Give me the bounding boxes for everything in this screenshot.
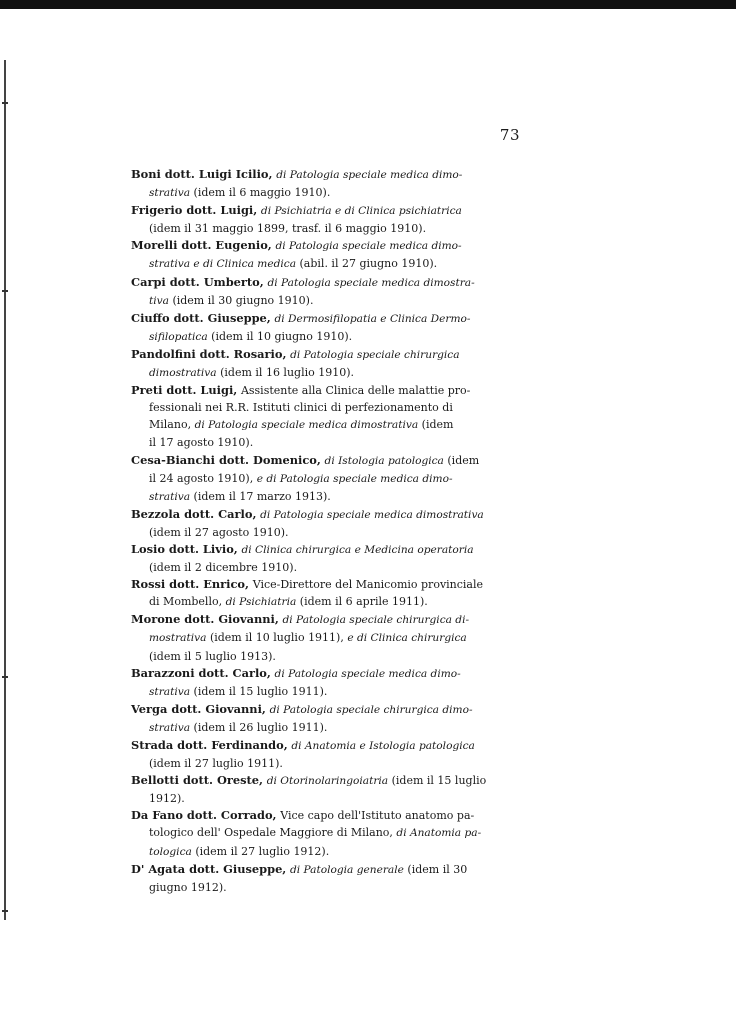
entry-first-line bbox=[131, 166, 507, 184]
detail-text: Milano, bbox=[149, 418, 195, 432]
person-name: Verga dott. Giovanni, bbox=[131, 701, 266, 716]
entry-first-line bbox=[131, 237, 507, 255]
detail-text: Vice capo dell'Istituto anatomo pa- bbox=[280, 809, 475, 823]
entry-first-line bbox=[131, 576, 507, 593]
subject-text: strativa bbox=[149, 721, 191, 734]
entry-first-line bbox=[131, 807, 507, 824]
list-item bbox=[131, 382, 507, 451]
entry-first-line bbox=[131, 611, 507, 629]
detail-text: (idem il 2 dicembre 1910). bbox=[149, 561, 298, 575]
detail-text: (idem il 6 aprile 1911). bbox=[296, 595, 428, 609]
scan-margin-tick bbox=[2, 102, 8, 104]
list-item bbox=[131, 202, 507, 237]
entry-first-line bbox=[131, 452, 507, 470]
entry-continuation-line bbox=[131, 416, 507, 434]
subject-text: di Clinica chirurgica e Medicina operatoria bbox=[241, 543, 474, 556]
subject-text: strativa bbox=[149, 685, 191, 698]
entry-first-line bbox=[131, 665, 507, 683]
entry-continuation-line bbox=[131, 683, 507, 701]
detail-text: 1912). bbox=[149, 792, 185, 806]
detail-text: Vice-Direttore del Manicomio provinciale bbox=[252, 578, 484, 592]
person-name: Strada dott. Ferdinando, bbox=[131, 738, 288, 752]
list-item bbox=[131, 861, 507, 896]
list-item bbox=[131, 452, 507, 506]
detail-text: (idem il 31 maggio 1899, trasf. il 6 maggio 1910). bbox=[149, 222, 427, 236]
person-name: Morone dott. Giovanni, bbox=[131, 612, 279, 627]
person-name: Boni dott. Luigi Icilio, bbox=[131, 167, 273, 181]
person-name: Bezzola dott. Carlo, bbox=[131, 506, 257, 521]
page-number: 73 bbox=[499, 126, 520, 144]
detail-text: (idem il 27 luglio 1911). bbox=[149, 757, 283, 771]
list-item bbox=[131, 576, 507, 611]
detail-text: (idem il 16 luglio 1910). bbox=[216, 366, 355, 380]
list-item bbox=[131, 737, 507, 772]
subject-text: di Patologia speciale medica dimo- bbox=[275, 240, 462, 253]
subject-text: dimostrativa bbox=[149, 367, 217, 380]
entry-first-line bbox=[131, 541, 507, 559]
entry-continuation-line bbox=[131, 470, 507, 488]
list-item bbox=[131, 346, 507, 382]
detail-text: (idem il 10 giugno 1910). bbox=[207, 329, 353, 343]
list-item bbox=[131, 611, 507, 664]
person-name: Carpi dott. Umberto, bbox=[131, 274, 264, 289]
entry-first-line bbox=[131, 701, 507, 719]
detail-text: (idem il 5 luglio 1913). bbox=[149, 649, 276, 663]
subject-text: di Patologia generale bbox=[289, 863, 404, 876]
subject-text: di Istologia patologica bbox=[324, 454, 444, 467]
person-name: D' Agata dott. Giuseppe, bbox=[131, 861, 287, 876]
subject-text: di Patologia speciale chirurgica di- bbox=[282, 614, 470, 627]
detail-text: (idem il 27 agosto 1910). bbox=[149, 525, 289, 539]
entry-continuation-line bbox=[131, 790, 507, 807]
person-name: Bellotti dott. Oreste, bbox=[131, 773, 264, 788]
entry-continuation-line bbox=[131, 755, 507, 772]
detail-text: (idem bbox=[418, 418, 454, 432]
scan-left-margin-rule bbox=[4, 60, 6, 920]
entry-first-line bbox=[131, 274, 507, 292]
detail-text: (abil. il 27 giugno 1910). bbox=[296, 257, 438, 271]
list-item bbox=[131, 807, 507, 860]
subject-text: di Anatomia e Istologia patologica bbox=[291, 740, 475, 752]
subject-text: e di Clinica chirurgica bbox=[347, 632, 467, 645]
detail-text: (idem il 15 luglio 1911). bbox=[190, 684, 328, 698]
subject-text: di Patologia speciale medica dimo- bbox=[276, 169, 463, 181]
detail-text: (idem il 27 luglio 1912). bbox=[191, 844, 330, 858]
list-item bbox=[131, 166, 507, 202]
subject-text: strativa e di Clinica medica bbox=[149, 258, 297, 271]
subject-text: tologica bbox=[149, 845, 192, 858]
entry-first-line bbox=[131, 506, 507, 524]
entry-continuation-line bbox=[131, 879, 507, 896]
entry-continuation-line bbox=[131, 328, 507, 346]
subject-text: mostrativa bbox=[149, 632, 207, 645]
list-item bbox=[131, 506, 507, 541]
person-name: Barazzoni dott. Carlo, bbox=[131, 665, 271, 680]
person-name: Rossi dott. Enrico, bbox=[131, 577, 249, 592]
entry-continuation-line bbox=[131, 399, 507, 416]
list-item bbox=[131, 541, 507, 576]
list-item bbox=[131, 274, 507, 310]
detail-text: di Mombello, bbox=[149, 595, 226, 609]
subject-text: strativa bbox=[149, 187, 191, 200]
subject-text: di Patologia speciale medica dimostra- bbox=[267, 276, 475, 289]
list-item bbox=[131, 772, 507, 807]
person-name: Cesa-Bianchi dott. Domenico, bbox=[131, 452, 321, 467]
subject-text: di Patologia speciale chirurgica dimo- bbox=[269, 703, 473, 716]
subject-text: sifilopatica bbox=[149, 330, 208, 343]
subject-text: di Psichiatria bbox=[225, 596, 297, 609]
detail-text: (idem il 26 luglio 1911). bbox=[190, 720, 328, 734]
entry-continuation-line bbox=[131, 559, 507, 576]
detail-text: il 17 agosto 1910). bbox=[149, 436, 254, 450]
detail-text: fessionali nei R.R. Istituti clinici di perfezionamento di bbox=[149, 401, 453, 415]
entry-first-line bbox=[131, 202, 507, 220]
entry-continuation-line bbox=[131, 843, 507, 861]
entry-continuation-line bbox=[131, 255, 507, 273]
subject-text: di Patologia speciale medica dimo- bbox=[274, 667, 461, 680]
subject-text: di Anatomia pa- bbox=[396, 827, 482, 840]
list-item bbox=[131, 701, 507, 737]
entry-continuation-line bbox=[131, 719, 507, 737]
entry-continuation-line bbox=[131, 184, 507, 202]
person-name: Da Fano dott. Corrado, bbox=[131, 808, 277, 823]
detail-text: (idem il 30 bbox=[403, 862, 468, 876]
person-name: Pandolfini dott. Rosario, bbox=[131, 346, 287, 361]
person-name: Losio dott. Livio, bbox=[131, 541, 238, 556]
entry-continuation-line bbox=[131, 488, 507, 506]
person-name: Preti dott. Luigi, bbox=[131, 383, 238, 398]
entry-continuation-line bbox=[131, 434, 507, 451]
entry-continuation-line bbox=[131, 292, 507, 310]
detail-text: (idem il 10 luglio 1911), bbox=[206, 631, 348, 645]
entry-first-line bbox=[131, 772, 507, 790]
entry-first-line bbox=[131, 382, 507, 399]
detail-text: (idem bbox=[443, 453, 480, 467]
entry-continuation-line bbox=[131, 364, 507, 382]
subject-text: tiva bbox=[149, 294, 169, 307]
subject-text: di Otorinolaringoiatria bbox=[266, 775, 389, 788]
subject-text: e di Patologia speciale medica dimo- bbox=[256, 472, 453, 485]
detail-text: il 24 agosto 1910), bbox=[149, 471, 257, 485]
detail-text: giugno 1912). bbox=[149, 880, 227, 894]
scan-margin-tick bbox=[2, 290, 8, 292]
person-name: Ciuffo dott. Giuseppe, bbox=[131, 310, 271, 325]
entry-continuation-line bbox=[131, 220, 507, 237]
scan-margin-tick bbox=[2, 910, 8, 912]
list-item bbox=[131, 665, 507, 701]
subject-text: di Psichiatria e di Clinica psichiatrica bbox=[260, 205, 462, 218]
entry-continuation-line bbox=[131, 524, 507, 541]
detail-text: (idem il 30 giugno 1910). bbox=[168, 293, 314, 307]
scan-margin-tick bbox=[2, 676, 8, 678]
subject-text: di Patologia speciale chirurgica bbox=[290, 348, 460, 361]
entry-first-line bbox=[131, 861, 507, 879]
subject-text: di Dermosifilopatia e Clinica Dermo- bbox=[274, 312, 471, 325]
detail-text: (idem il 15 luglio bbox=[388, 774, 487, 788]
subject-text: di Patologia speciale medica dimostrativa bbox=[194, 419, 419, 432]
list-item bbox=[131, 310, 507, 346]
detail-text: (idem il 6 maggio 1910). bbox=[190, 186, 331, 200]
detail-text: Assistente alla Clinica delle malattie pro- bbox=[240, 384, 471, 398]
detail-text: (idem il 17 marzo 1913). bbox=[190, 489, 331, 503]
faculty-list bbox=[131, 166, 507, 896]
subject-text: strativa bbox=[149, 490, 191, 503]
entry-first-line bbox=[131, 346, 507, 364]
entry-continuation-line bbox=[131, 629, 507, 647]
scan-top-border bbox=[0, 0, 736, 9]
entry-continuation-line bbox=[131, 824, 507, 842]
list-item bbox=[131, 237, 507, 273]
person-name: Frigerio dott. Luigi, bbox=[131, 203, 258, 218]
entry-continuation-line bbox=[131, 648, 507, 665]
subject-text: di Patologia speciale medica dimostrativa bbox=[260, 508, 484, 521]
entry-first-line bbox=[131, 310, 507, 328]
entry-first-line bbox=[131, 737, 507, 755]
detail-text: tologico dell' Ospedale Maggiore di Milano, bbox=[149, 826, 397, 840]
person-name: Morelli dott. Eugenio, bbox=[131, 238, 272, 253]
entry-continuation-line bbox=[131, 593, 507, 611]
